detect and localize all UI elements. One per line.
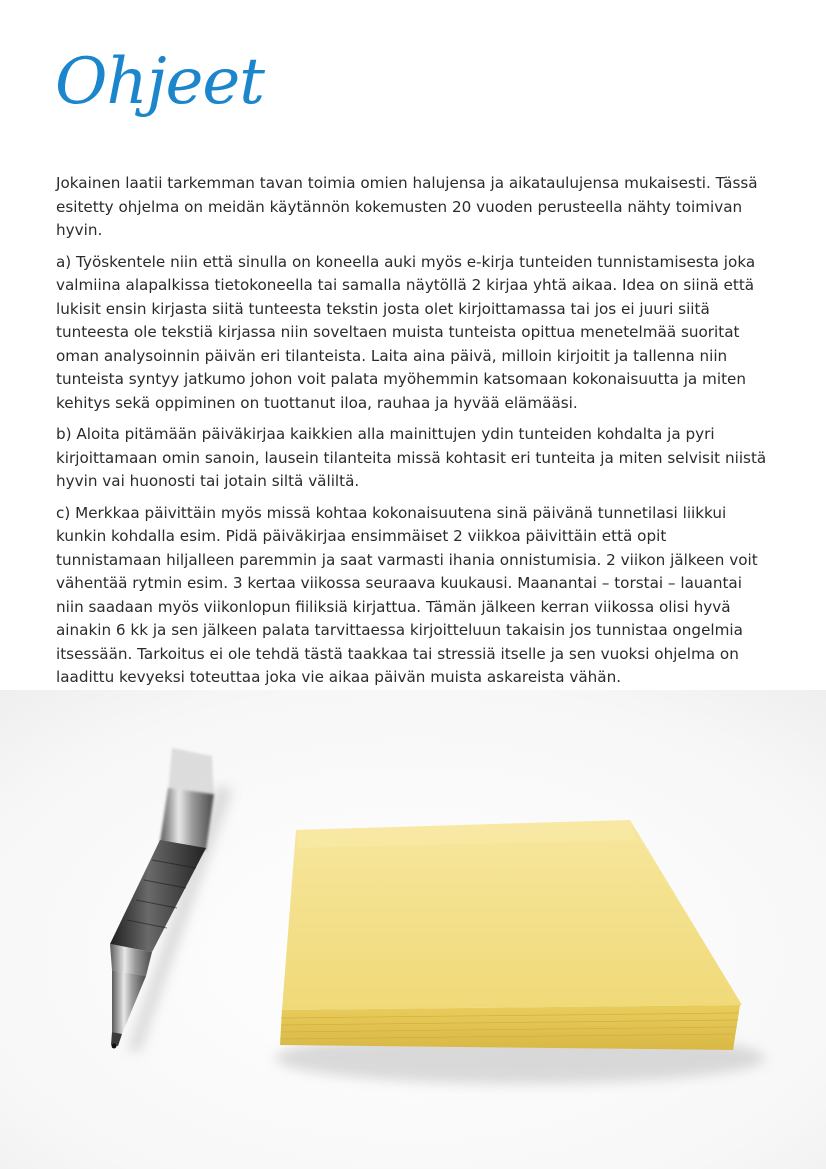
paragraph-b: b) Aloita pitämään päiväkirjaa kaikkien alla mainittujen ydin tunteiden kohdalta ja pyri kirjoittamaan omin sanoin, lausein tilanteita missä kohtasit eri tunteita ja miten selvisit niistä hyvin vai huonosti tai jotain siltä väliltä. (56, 425, 767, 490)
intro-paragraph: Jokainen laatii tarkemman tavan toimia omien halujensa ja aikataulujensa mukaisesti. Tässä esitetty ohjelma on meidän käytännön kokemusten 20 vuoden perusteella nähty toimivan hyvin. (56, 174, 758, 239)
paragraph-a: a) Työskentele niin että sinulla on koneella auki myös e-kirja tunteiden tunnistamisesta joka valmiina alapalkissa tietokoneella tai samalla näytöllä 2 kirjaa yhtä aikaa. Idea on siinä että lukisit ensin kirjasta siitä tunteesta tekstin josta olet kirjoittamassa tai jos ei juuri siitä tunteesta ole tekstiä kirjassa niin soveltaen muista tunteista opittua menetelmää suoritat oman analysoinnin päivän eri tilanteista. Laita aina päivä, milloin kirjoitit ja tallenna niin tunteista syntyy jatkumo johon voit palata myöhemmin katsomaan kokonaisuutta ja miten kehitys sekä oppiminen on tuottanut iloa, rauhaa ja hyvää elämääsi. (56, 252, 756, 412)
body-text (56, 172, 771, 698)
pen-and-sticky-notes-photo (0, 690, 826, 1169)
paragraph-c: c) Merkkaa päivittäin myös missä kohtaa kokonaisuutena sinä päivänä tunnetilasi liikkui kunkin kohdalla esim. Pidä päiväkirjaa ensimmäiset 2 viikkoa päivittäin että opit tunnistamaan hiljalleen paremmin ja saat varmasti ihania onnistumisia. 2 viikon jälkeen voit vähentää rytmin esim. 3 kertaa viikossa seuraava kuukausi. Maanantai – torstai – lauantai niin saadaan myös viikonlopun fiiliksiä kirjattua. Tämän jälkeen kerran viikossa olisi hyvä ainakin 6 kk ja sen jälkeen palata tarvittaessa kirjoitteluun takaisin jos tunnistaa ongelmia itsessään. Tarkoitus ei ole tehdä tästä taakkaa tai stressiä itselle ja sen vuoksi ohjelma on laadittu kevyeksi toteuttaa joka vie aikaa päivän muista askareista vähän. (56, 503, 758, 686)
page-title: Ohjeet (55, 45, 264, 119)
